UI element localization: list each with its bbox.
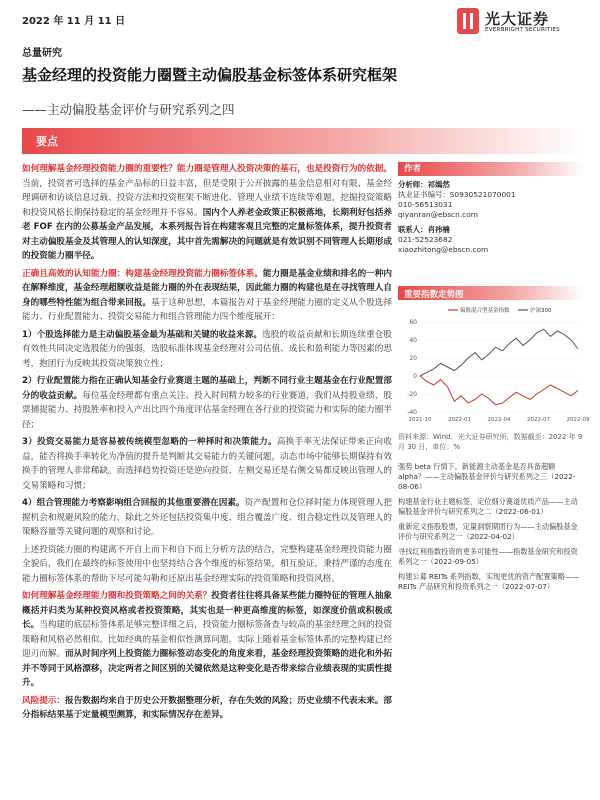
legend-label: 偏股混合型基金指数 xyxy=(460,308,510,314)
sidebar xyxy=(398,162,584,260)
logo-name-en: EVERBRIGHT SECURITIES xyxy=(485,27,560,33)
chart-header xyxy=(398,286,584,300)
report-date: 2022 年 11 月 11 日 xyxy=(22,16,126,27)
report-subtitle: ——主动偏股基金评价与研究系列之四 xyxy=(22,102,235,117)
author-email[interactable]: qiyanran@ebscn.com xyxy=(398,210,478,219)
y-tick-label: 60 xyxy=(409,319,417,326)
related-report-link[interactable]: 强势 beta 行情下，新能源主动基金是否具备超额 alpha？——主动偏股基金评价与研究系列之三（2022-08-06） xyxy=(398,462,576,491)
contact-block xyxy=(398,225,584,255)
body-paragraph xyxy=(22,435,392,493)
x-tick-label: 2022-04 xyxy=(487,417,511,423)
related-report-link[interactable]: 构建公募 REITs 系列指数，实现更优的资产配置策略——REITs 产品研究和投资系列之一（2022-07-07） xyxy=(398,572,580,591)
related-report-link[interactable]: 构建基金行业主题标签，定位细分赛道优质产品——主动偏股基金评价与研究系列之二（2022-06-01） xyxy=(398,497,578,516)
body-paragraph xyxy=(22,543,392,587)
y-tick-label: 20 xyxy=(409,355,417,362)
series-line xyxy=(420,376,578,405)
report-category: 总量研究 xyxy=(22,48,62,59)
paragraph-segment: 选股的收益贡献和长期连续重仓股有效性共同决定选股能力的强弱，选股标准体现基金经理对公司估值、成长和盈利能力等因素的思考，抱团行为反映其投资决策独立性； xyxy=(22,329,392,369)
paragraph-segment: 4）组合管理能力考察影响组合回报的其他重要潜在因素。 xyxy=(22,498,245,508)
paragraph-segment: 高换手率无法保证带来正向收益，能否将换手率转化为净值的提升是判断其交易能力的关键问题，动态市场中能够长期保持有效换手的管理人非常稀缺。而选择趋势投资还是逆向投资、左侧交易还是右侧交易都反映出管理人的交易策略和习惯； xyxy=(22,437,392,491)
authors-title: 作者 xyxy=(404,164,422,174)
body-paragraph xyxy=(22,374,392,432)
section-title: 要点 xyxy=(36,135,58,148)
body-paragraph xyxy=(22,162,392,264)
x-tick-label: 2021-10 xyxy=(408,417,432,423)
author-license: 执业证书编号：S0930521070001 xyxy=(398,190,516,199)
contact-name: 联系人：肖祎楠 xyxy=(398,225,450,234)
author-block xyxy=(398,180,584,220)
body-paragraph xyxy=(22,328,392,372)
logo xyxy=(455,6,585,40)
legend-label: 沪深300 xyxy=(530,308,552,314)
paragraph-segment: 能力圈是基金业绩和排名的一种内在解释维度，基金经理超额收益是能力圈的外在表现结果，因此能力圈的构建也是在寻找管理人自身的哪些特性能为组合带来回报。 xyxy=(22,268,392,308)
paragraph-segment: 当构建的底层标签体系足够完整详细之后，投资能力圈标签备查与较高的基金经理之间的投资策略和风格必然相似。比如经典的基金相似性测算问题，实际上随着基金标签体系的完整构建已经迎刃而解。 xyxy=(22,620,392,659)
paragraph-segment: 上述投资能力圈的构建离不开自上而下和自下而上分析方法的结合，完整构建基金经理投资能力圈全貌后，我们在最终的标签使用中也坚持结合各个维度的标签结果，相互验证，秉持严谨的态度在能力圈标签体系的帮助下尽可能勾勒和还原出基金经理实际的投资策略和投资风格。 xyxy=(22,544,392,584)
paragraph-segment: 如何理解基金经理投资能力圈的重要性？能力圈是管理人投资决策的基石，也是投资行为的依据。 xyxy=(22,164,392,174)
paragraph-segment: 而从时间序列上投资能力圈标签动态变化的角度来看，基金经理投资策略的进化和外拓并不等同于风格漂移，决定两者之间区别的关键依然是这种变化是否带来综合业绩表现的实质性提升。 xyxy=(22,649,392,688)
related-report-link[interactable]: 重新定义指股股票，定量洞察期团行为——主动偏股基金评价与研究系列之一（2022-04-02） xyxy=(398,522,578,541)
paragraph-segment: 正确且高效的认知能力圈：构建基金经理投资能力圈标签体系。 xyxy=(22,268,263,279)
series-line xyxy=(420,329,578,376)
chart-title: 重要指数走势图 xyxy=(404,290,464,300)
paragraph-segment: 如何理解基金经理能力圈和投资策略之间的关系？ xyxy=(22,591,212,601)
paragraph-segment: 资产配置和仓位择时能力体现管理人把握机会和规避风险的能力，除此之外还包括投资集中度、组合覆盖广度、组合稳定性以及管理人的策略容量等关键问题的观察和讨论。 xyxy=(22,498,392,537)
author-name: 分析师：祁嫣然 xyxy=(398,180,450,189)
logo-mark-icon xyxy=(455,6,481,36)
paragraph-segment: 3）投资交易能力是容易被传统模型忽略的一种择时和决策能力。 xyxy=(22,437,277,447)
paragraph-segment: 报告数据均来自于历史公开数据整理分析，存在失效的风险；历史业绩不代表未来。部分指标结果基于定量模型测算，和实际情况存在差异。 xyxy=(22,695,392,720)
author-phone: 010-56513031 xyxy=(398,200,453,209)
paragraph-segment: 国内个人养老金政策正积极落地，长期利好包括养老 FOF 在内的公募基金产品发展，本系列报告旨在构建客观且完整的定量标签体系，提升投资者对主动偏股基金及其管理人的认知深度，其中首先需解决的问题就是有效识别不同管理人长期形成的投资能力圈半径。 xyxy=(22,207,392,261)
paragraph-segment: 基于这种思想，本篇报告对于基金经理能力圈的定义从个股选择能力、行业配置能力、投资交易能力和组合管理能力四个维度展开： xyxy=(22,297,392,322)
y-tick-label: 0 xyxy=(413,373,417,380)
paragraph-segment: 风险提示： xyxy=(22,695,66,706)
x-tick-label: 2022-09 xyxy=(566,417,590,423)
paragraph-segment: 2）行业配置能力指在正确认知基金行业赛道主题的基础上，判断不同行业主题基金在行业配置部分的收益贡献。 xyxy=(22,376,392,401)
x-tick-label: 2022-07 xyxy=(527,417,550,423)
index-chart xyxy=(398,302,590,430)
authors-header xyxy=(398,162,584,176)
logo-name-cn: 光大证券 xyxy=(485,10,550,28)
y-tick-label: -20 xyxy=(407,391,417,398)
section-header-bar xyxy=(22,128,582,154)
body-paragraph xyxy=(22,589,392,691)
chart-svg xyxy=(398,302,590,430)
paragraph-segment: 1）个股选择能力是主动偏股基金最为基础和关键的收益来源。 xyxy=(22,329,263,340)
body-paragraph xyxy=(22,267,392,325)
main-body xyxy=(22,162,392,726)
chart-source: 资料来源：Wind，光大证券研究所，数据截至：2022 年 9 月 30 日，单位：% xyxy=(398,433,583,451)
contact-email[interactable]: xiaozhitong@ebscn.com xyxy=(398,245,489,254)
y-tick-label: -40 xyxy=(407,409,417,416)
paragraph-segment: 每位基金经理都有重点关注、投入时间精力较多的行业赛道，我们从持股业绩、股票捕捉能力、持股胜率和投入产出比四个角度评估基金经理在各行业的投资能力和实际的能力圈半径； xyxy=(22,390,392,430)
body-paragraph xyxy=(22,694,392,723)
related-report-link[interactable]: 寻找红利指数投资的更多可能性——指数基金研究和投资系列之一（2022-09-05） xyxy=(398,547,578,566)
x-tick-label: 2022-01 xyxy=(448,417,471,423)
report-title: 基金经理的投资能力圈暨主动偏股基金标签体系研究框架 xyxy=(22,66,398,84)
contact-phone: 021-52523682 xyxy=(398,235,453,244)
paragraph-segment: 投资者往往将具备某些能力圈特征的管理人抽象概括并归类为某种投资风格或者投资策略，其实也是一种更高维度的标签，如深度价值或积极成长。 xyxy=(22,591,392,630)
paragraph-segment: 当前，投资者可选择的基金产品标的日益丰富，但是受限于公开披露的基金信息相对有限、基金经理调研和访谈信息过载、投资方法和投资框架不断进化、管理人业绩不连续等难题，挖掘投资策略和投资风格长期保持稳定的基金经理并不容易。 xyxy=(22,178,392,218)
related-reports xyxy=(398,462,584,597)
y-tick-label: 40 xyxy=(409,337,417,344)
body-paragraph xyxy=(22,496,392,540)
